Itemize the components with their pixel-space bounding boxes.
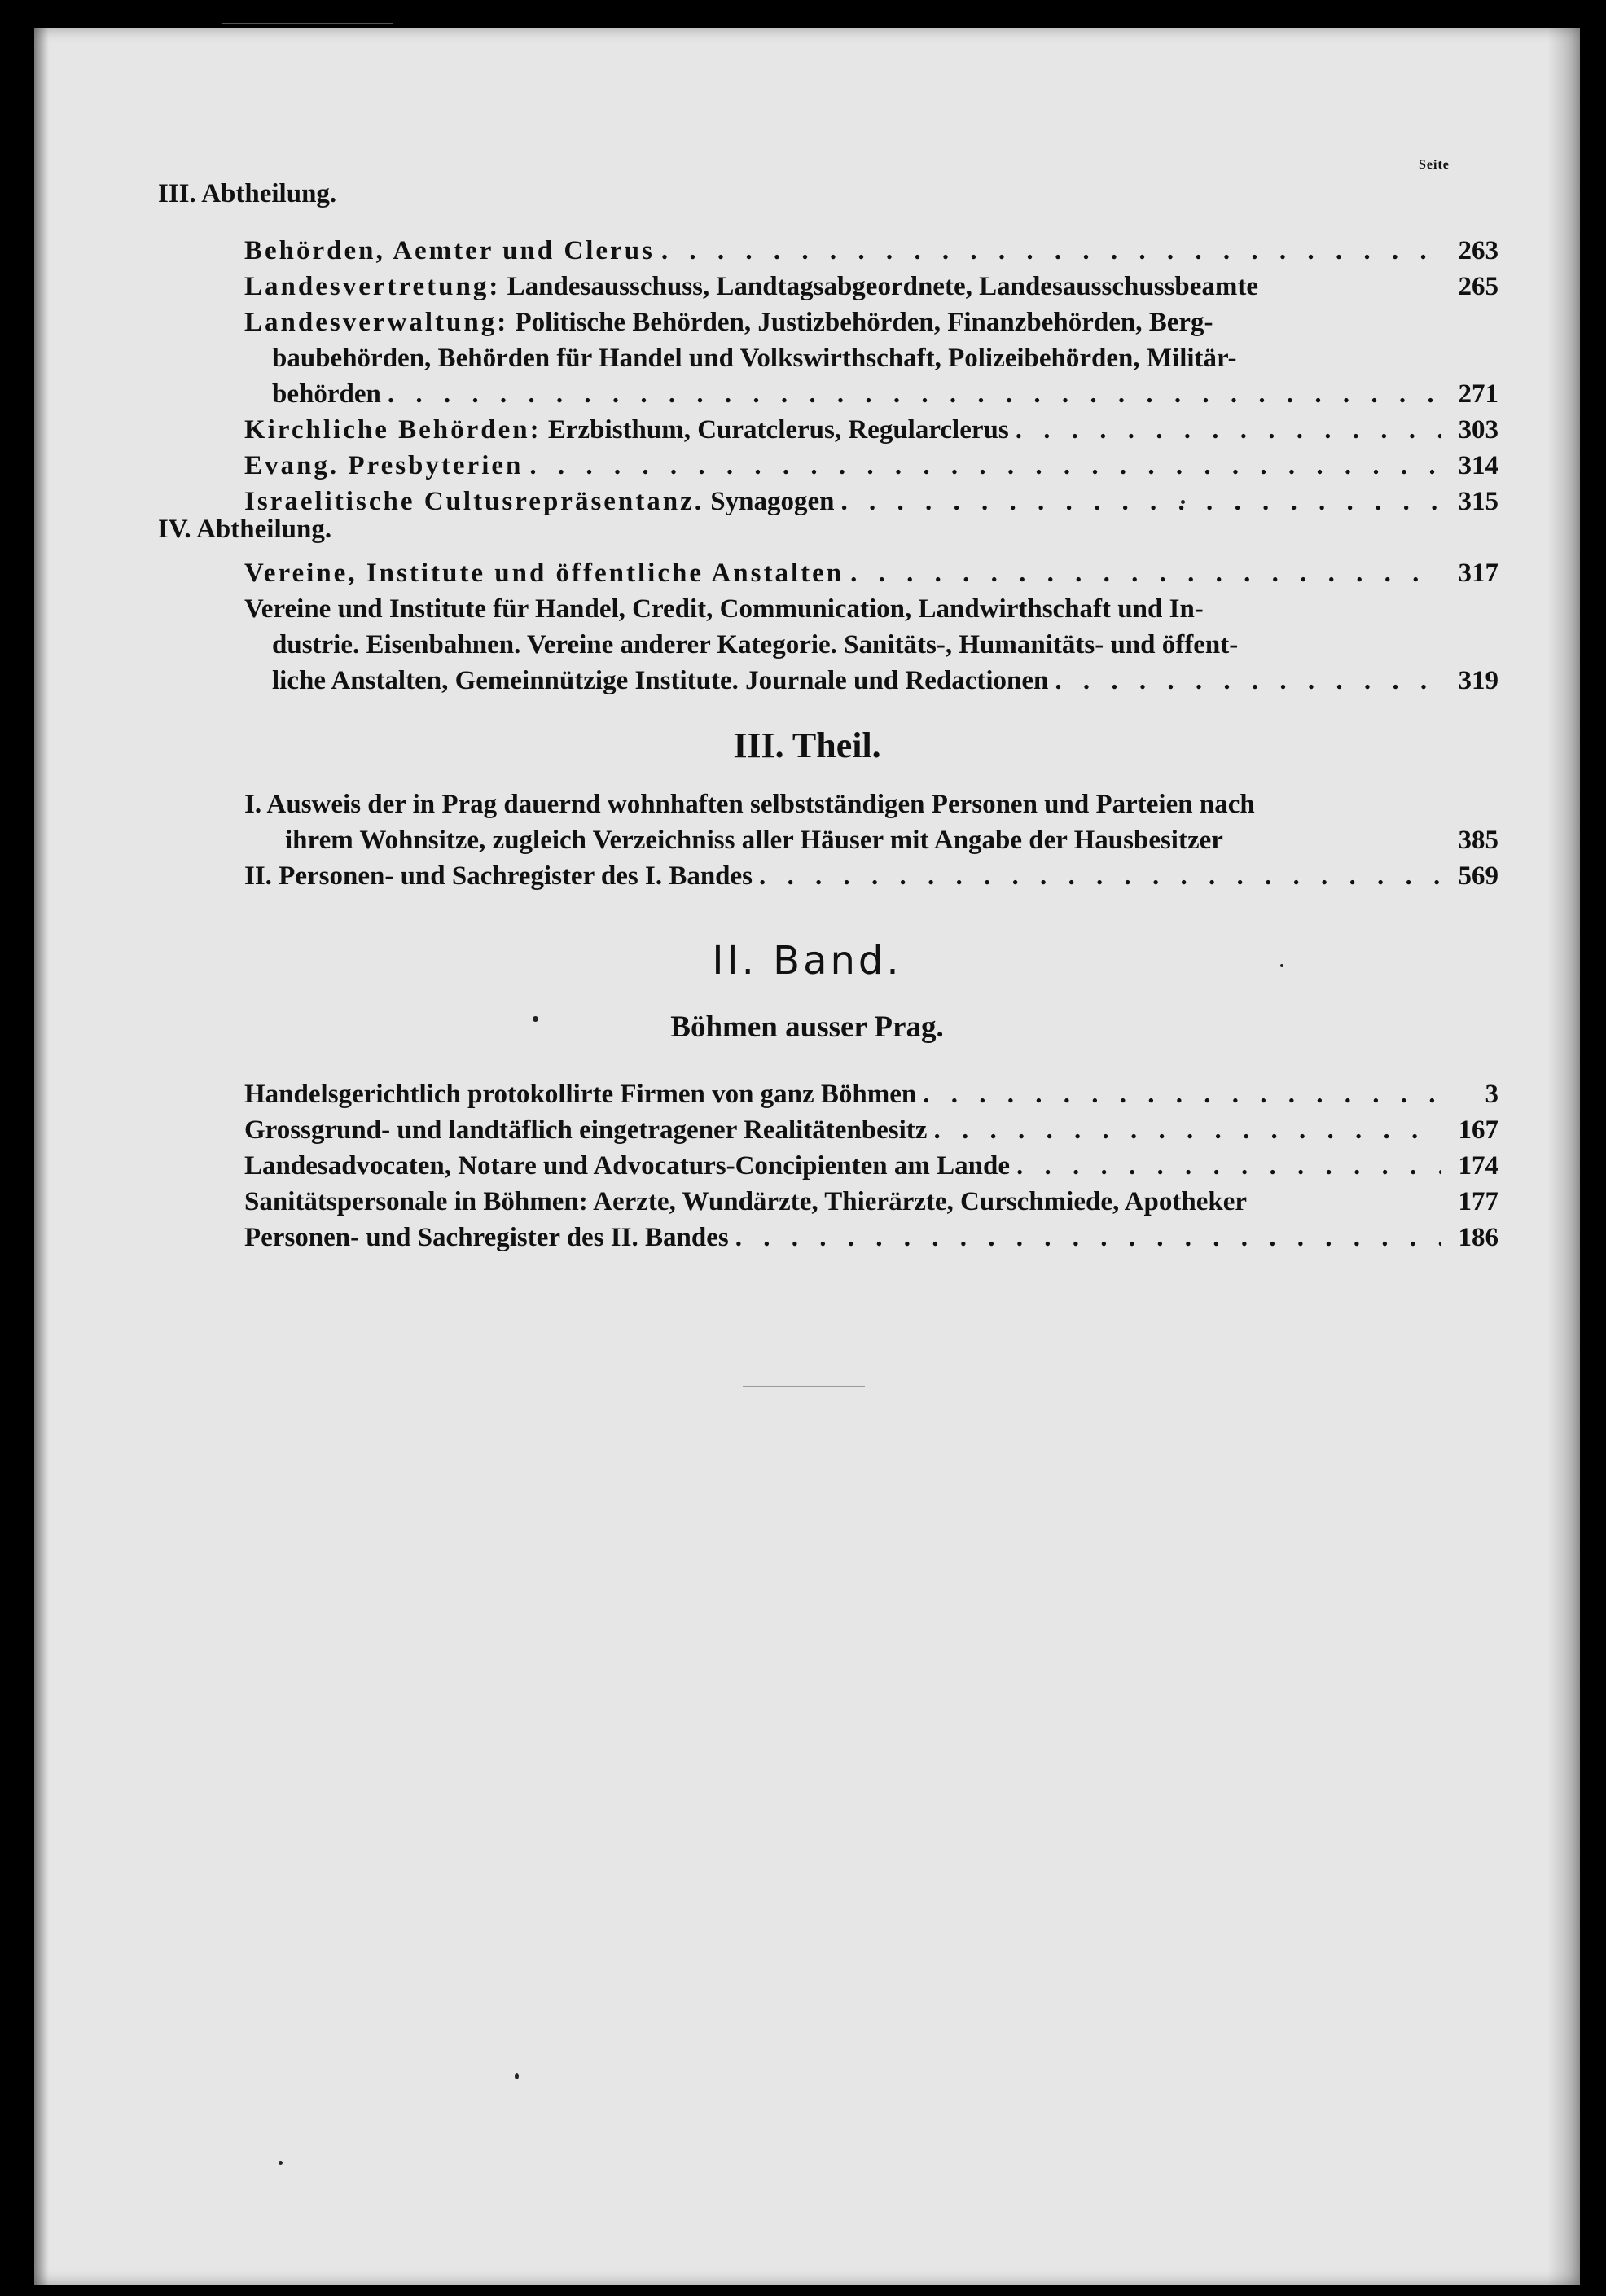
dot-leader <box>923 1076 1441 1112</box>
toc-entry[interactable] <box>244 1076 1498 1112</box>
dot-leader <box>933 1112 1441 1148</box>
toc-entry-title <box>244 269 1258 305</box>
toc-entry-page: 314 <box>1458 451 1498 480</box>
toc-entry-page: 265 <box>1458 272 1498 301</box>
toc-entry-title <box>244 484 835 519</box>
toc-entry[interactable] <box>244 1148 1498 1184</box>
toc-entry-lead: Kirchliche Behörden: <box>244 415 542 445</box>
dot-leader <box>661 233 1441 269</box>
toc-entry[interactable] <box>244 448 1498 484</box>
toc-entry-line: Vereine und Institute für Handel, Credit, Communication, Landwirthschaft und In- <box>244 594 1204 624</box>
ink-speck <box>1280 964 1283 967</box>
dot-leader <box>1055 663 1441 699</box>
part-heading-iii: III. Theil. <box>733 725 881 765</box>
toc-entry-title <box>244 412 1009 448</box>
dot-leader <box>1016 1148 1441 1184</box>
dot-leader <box>1016 412 1441 448</box>
toc-entry-page: 186 <box>1458 1223 1498 1252</box>
dot-leader <box>529 448 1441 484</box>
toc-entry-title: Grossgrund- und landtäflich eingetragener Realitätenbesitz <box>244 1115 928 1145</box>
toc-entry-page: 303 <box>1458 415 1498 445</box>
toc-entry-page: 315 <box>1458 487 1498 516</box>
ink-speck <box>1181 500 1185 504</box>
top-rule <box>222 23 393 24</box>
toc-entry-title: II. Personen- und Sachregister des I. Bandes <box>244 861 753 891</box>
toc-entry[interactable] <box>244 484 1498 519</box>
toc-entry-page: 569 <box>1458 861 1498 891</box>
toc-entry[interactable] <box>244 555 1498 591</box>
toc-entry-title: ihrem Wohnsitze, zugleich Verzeichniss aller Häuser mit Angabe der Hausbesitzer <box>285 826 1223 855</box>
toc-entry-title: Evang. Presbyterien <box>244 451 524 480</box>
toc-entry-rest: Landesausschuss, Landtagsabgeordnete, Landesausschussbeamte <box>507 272 1258 301</box>
toc-entry-rest: Politische Behörden, Justizbehörden, Finanzbehörden, Berg- <box>515 308 1213 337</box>
toc-entry[interactable] <box>244 1184 1498 1220</box>
ink-speck <box>515 2073 519 2079</box>
toc-entry-lead: Israelitische Cultusrepräsentanz. <box>244 487 704 516</box>
toc-entry[interactable] <box>244 233 1498 269</box>
toc-entry-page: 319 <box>1458 666 1498 695</box>
toc-entry[interactable] <box>285 822 1498 858</box>
toc-entry-title: Landesadvocaten, Notare und Advocaturs-Concipienten am Lande <box>244 1151 1010 1181</box>
toc-entry[interactable] <box>272 663 1498 699</box>
toc-entry[interactable] <box>244 858 1498 894</box>
section-heading-iii: III. Abtheilung. <box>158 179 337 208</box>
toc-entry-line: baubehörden, Behörden für Handel und Volkswirthschaft, Polizeibehörden, Militär- <box>272 344 1237 373</box>
dot-leader <box>841 484 1442 519</box>
toc-entry-page: 177 <box>1458 1187 1498 1216</box>
dot-leader <box>735 1220 1441 1255</box>
toc-entry[interactable] <box>244 412 1498 448</box>
toc-entry[interactable] <box>244 1112 1498 1148</box>
toc-entry-line: dustrie. Eisenbahnen. Vereine anderer Kategorie. Sanitäts-, Humanitäts- und öffent- <box>272 630 1239 659</box>
toc-entry-title: Handelsgerichtlich protokollirte Firmen von ganz Böhmen <box>244 1080 917 1109</box>
volume-heading: II. Band. <box>712 938 902 984</box>
volume-subheading: Böhmen ausser Prag. <box>670 1010 944 1044</box>
toc-entry-page: 263 <box>1458 236 1498 265</box>
toc-entry-line <box>244 305 1213 340</box>
toc-entry-title: Personen- und Sachregister des II. Bandes <box>244 1223 729 1252</box>
toc-entry-title: behörden <box>272 379 381 409</box>
toc-entry-page: 271 <box>1458 379 1498 409</box>
scan-mark <box>743 1386 865 1387</box>
toc-entry-page: 317 <box>1458 559 1498 588</box>
ink-speck <box>533 1016 538 1022</box>
page-right-edge-shadow <box>1547 28 1580 2285</box>
dot-leader <box>759 858 1441 894</box>
toc-entry-page: 167 <box>1458 1115 1498 1145</box>
toc-entry-rest: Synagogen <box>710 487 835 516</box>
ink-speck <box>279 2161 283 2165</box>
toc-entry-title: Vereine, Institute und öffentliche Anstalten <box>244 559 845 588</box>
toc-entry-page: 174 <box>1458 1151 1498 1181</box>
toc-entry-rest: Erzbisthum, Curatclerus, Regularclerus <box>547 415 1009 445</box>
dot-leader <box>388 376 1441 412</box>
toc-entry-title: Sanitätspersonale in Böhmen: Aerzte, Wundärzte, Thierärzte, Curschmiede, Apotheker <box>244 1187 1247 1216</box>
toc-entry-line: I. Ausweis der in Prag dauernd wohnhaften selbstständigen Personen und Parteien nach <box>244 790 1255 819</box>
toc-entry[interactable] <box>244 1220 1498 1255</box>
toc-entry-page: 3 <box>1485 1080 1498 1109</box>
book-page <box>34 28 1580 2285</box>
section-heading-iv: IV. Abtheilung. <box>158 515 332 544</box>
toc-entry-lead: Landesvertretung: <box>244 272 501 301</box>
toc-entry-lead: Landesverwaltung: <box>244 308 509 337</box>
toc-entry[interactable] <box>244 269 1498 305</box>
toc-entry-title: Behörden, Aemter und Clerus <box>244 236 655 265</box>
toc-entry[interactable] <box>272 376 1498 412</box>
page-column-label: Seite <box>1419 158 1450 172</box>
dot-leader <box>850 555 1441 591</box>
page-left-edge-shadow <box>34 28 49 2285</box>
toc-entry-page: 385 <box>1458 826 1498 855</box>
toc-entry-title: liche Anstalten, Gemeinnützige Institute. Journale und Redactionen <box>272 666 1049 695</box>
